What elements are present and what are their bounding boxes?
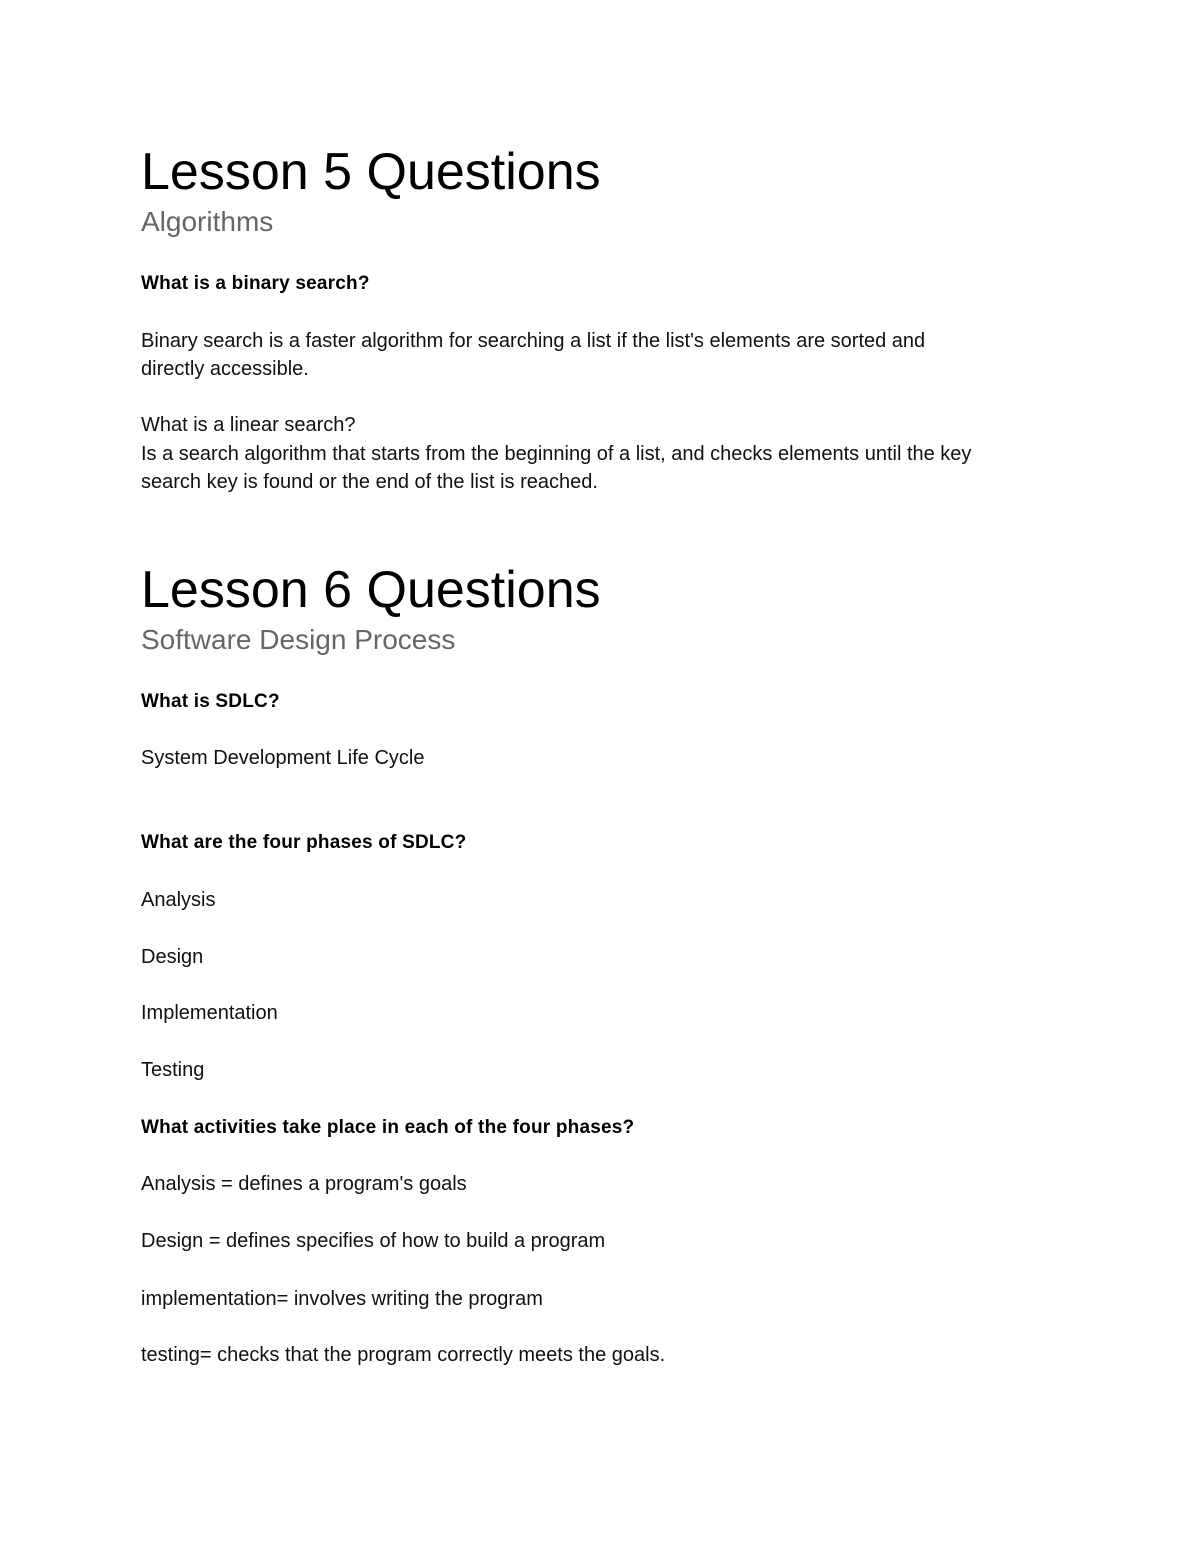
lesson5-answer-linear-search-line2: search key is found or the end of the list is reached. [141, 471, 598, 493]
lesson6-title: Lesson 6 Questions [141, 561, 601, 619]
lesson6-question-activities: What activities take place in each of the four phases? [141, 1117, 635, 1138]
phase-item-design: Design [141, 946, 204, 968]
activity-item-testing: testing= checks that the program correctly meets the goals. [141, 1344, 666, 1366]
lesson6-question-four-phases: What are the four phases of SDLC? [141, 832, 467, 853]
lesson5-subtitle: Algorithms [141, 206, 274, 237]
phase-item-testing: Testing [141, 1059, 205, 1081]
lesson5-answer-binary-search-line1: Binary search is a faster algorithm for searching a list if the list's elements are sorted and [141, 330, 926, 352]
phase-item-implementation: Implementation [141, 1002, 278, 1024]
lesson5-title: Lesson 5 Questions [141, 143, 601, 201]
lesson6-answer-sdlc: System Development Life Cycle [141, 747, 425, 769]
phase-item-analysis: Analysis [141, 889, 216, 911]
activity-item-implementation: implementation= involves writing the program [141, 1288, 543, 1310]
lesson5-question-binary-search: What is a binary search? [141, 273, 370, 294]
lesson5-question-linear-search: What is a linear search? [141, 414, 356, 436]
lesson5-answer-binary-search-line2: directly accessible. [141, 358, 309, 380]
lesson6-subtitle: Software Design Process [141, 624, 456, 655]
activity-item-design: Design = defines specifies of how to build a program [141, 1230, 606, 1252]
activity-item-analysis: Analysis = defines a program's goals [141, 1173, 467, 1195]
lesson6-question-sdlc: What is SDLC? [141, 691, 280, 712]
lesson5-answer-linear-search-line1: Is a search algorithm that starts from the beginning of a list, and checks elements until the key [141, 443, 972, 465]
